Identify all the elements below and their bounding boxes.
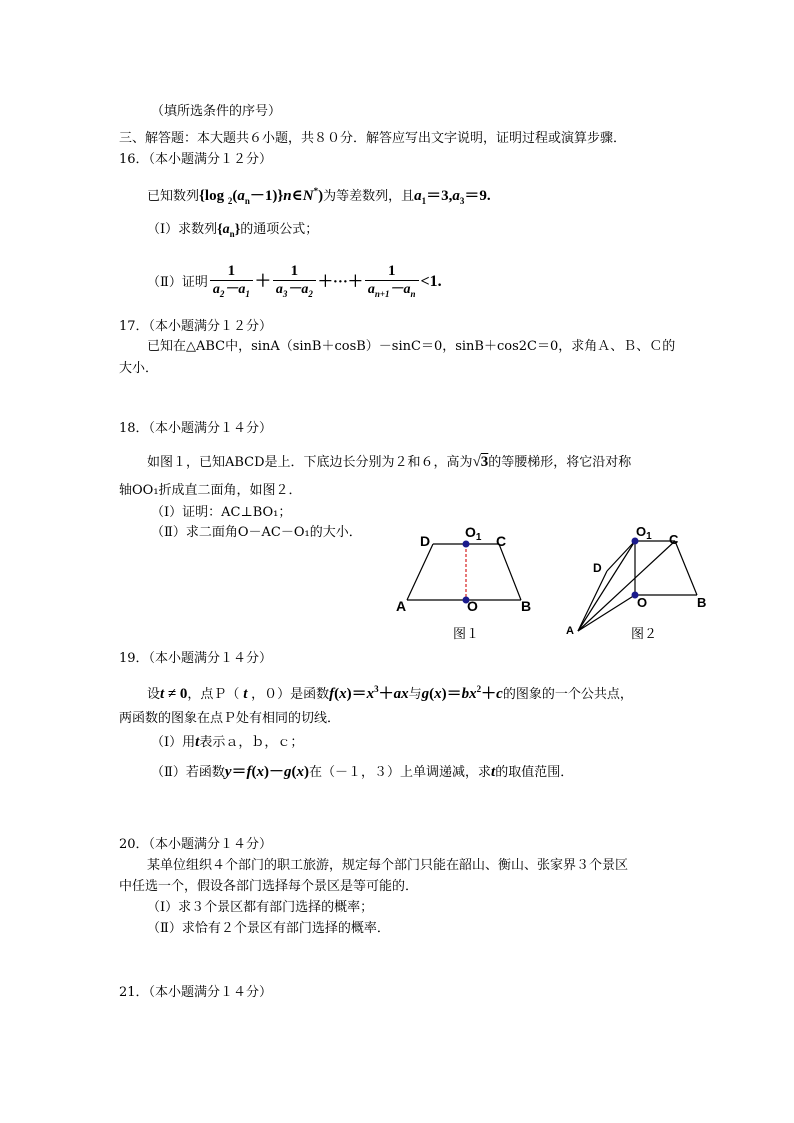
fig2-edge-cb: [675, 541, 697, 595]
q20-part2: （Ⅱ）求恰有２个景区有部门选择的概率．: [147, 921, 390, 936]
q19-part2-a: （Ⅱ）若函数: [151, 765, 225, 780]
g-expr: g: [421, 686, 430, 702]
fig1-label-a: A: [396, 598, 407, 614]
q16-seq-expr: {log $_2(a_n-1)\}n\in N^*$): [199, 186, 324, 206]
q16-condition-expr: $a_1=3,a_3=9$.: [414, 188, 491, 206]
q19-part1: （Ⅰ）用t表示ａ，ｂ，ｃ；: [151, 734, 304, 750]
fraction-term-n: $\frac{1}{a_{n+1}-a_n}$: [365, 262, 419, 303]
q19-line2: 两函数的图象在点Ｐ处有相同的切线．: [119, 711, 341, 726]
q18-line2: 轴OO₁折成直二面角，如图２．: [119, 483, 302, 498]
q16-statement: [147, 180, 491, 212]
q19-line1: 设t ≠ 0，点Ｐ（ t ，０）是函数$f(x)=x^3+ax$与$g(x)=bx^2+c$的图象的一个公共点，: [147, 684, 633, 702]
q20-part1: （Ⅰ）求３个景区都有部门选择的概率；: [147, 900, 374, 915]
q19-header: 19．（本小题满分１４分）: [119, 651, 273, 666]
figure-1-trapezoid: [393, 522, 543, 647]
q19-part2-b: 在（－１，３）上单调递减，求: [309, 765, 492, 780]
fraction-term-2: $\frac{1}{a_3-a_2}$: [273, 262, 316, 303]
q18-part1: （Ⅰ）证明：AC⊥BO₁；: [151, 505, 292, 520]
section-heading: 三、解答题：本大题共６小题，共８０分．解答应写出文字说明，证明过程或演算步骤．: [119, 131, 627, 146]
q19-part2-c: 的取值范围．: [495, 765, 574, 780]
y-expr: y＝f(x)－g(x): [224, 764, 310, 780]
fig1-label-b: B: [521, 598, 532, 614]
q19-line1-d: 与: [408, 687, 422, 702]
q18-line1: [147, 451, 631, 474]
q21-header: 21．（本小题满分１４分）: [119, 985, 273, 1000]
q18-header: 18．（本小题满分１４分）: [119, 421, 273, 436]
fig2-label-b: B: [697, 595, 707, 610]
q16-part1: [147, 221, 318, 243]
q16-part2-prefix: （Ⅱ）证明: [147, 274, 208, 290]
q20-line2: 中任选一个，假设各部门选择每个景区是等可能的．: [119, 879, 419, 894]
fig2-label-o1: $O_1$: [636, 524, 652, 542]
fig2-label-o: O: [637, 595, 648, 610]
q16-part2: （Ⅱ）证明 $\frac{1}{a_2-a_1}$ ＋ $\frac{1}{a_3-a_2}$ ＋···＋ $\frac{1}{a_{n+1}-a_n}$ <1.: [147, 262, 442, 303]
q16-header: 16．（本小题满分１２分）: [119, 152, 273, 167]
fig1-edge-cb: [499, 544, 521, 600]
q18-line1-b: 的等腰梯形，将它沿对称: [488, 455, 632, 470]
q16-stmt-prefix: 已知数列: [147, 189, 200, 204]
q19-line1-b: ，点Ｐ（: [187, 687, 240, 702]
fraction-term-1: $\frac{1}{a_2-a_1}$: [210, 262, 253, 303]
fig2-edge-do1: [607, 541, 635, 571]
sqrt3-expr: √3: [472, 454, 489, 470]
q17-header: 17．（本小题满分１２分）: [119, 319, 273, 334]
q18-part2: （Ⅱ）求二面角O－AC－O₁的大小．: [151, 525, 362, 540]
q19-line1-a: 设: [147, 687, 161, 702]
q19-part1-b: 表示ａ，ｂ，ｃ；: [199, 735, 304, 750]
fill-selection-note: （填所选条件的序号）: [151, 104, 282, 119]
fig1-label-d: D: [420, 533, 431, 549]
q16-seq-an: $\{a_n\}$: [217, 222, 241, 239]
fig2-label-c: C: [669, 532, 679, 547]
q16-stmt-mid: 为等差数列，且: [323, 189, 415, 204]
q20-header: 20．（本小题满分１４分）: [119, 837, 273, 852]
fig1-edge-da: [407, 544, 433, 600]
fig2-label-d: D: [593, 561, 602, 575]
q17-line2: 大小．: [119, 361, 159, 376]
f-expr: f: [329, 686, 335, 702]
q17-line1: 已知在△ABC中，sinA（sinB＋cosB）－sinC＝0，sinB＋cos2C＝0，求角Ａ、Ｂ、Ｃ的: [147, 339, 676, 354]
q16-part1-prefix: （Ⅰ）求数列: [147, 222, 218, 237]
figure-2-folded: [562, 522, 722, 647]
fig1-label-c: C: [496, 533, 507, 549]
q19-part1-a: （Ⅰ）用: [151, 735, 196, 750]
fig1-caption: 图１: [453, 627, 480, 642]
q19-line1-e: 的图象的一个公共点，: [502, 687, 633, 702]
fig2-label-a: A: [566, 625, 574, 637]
fig2-caption: 图２: [631, 627, 658, 642]
q16-part1-suffix: 的通项公式；: [240, 222, 319, 237]
q18-line1-a: 如图１，已知ABCD是上．下底边长分别为２和６，高为: [147, 455, 473, 470]
fig1-label-o1: $O_1$: [465, 524, 482, 543]
fig1-point-o1: [463, 541, 470, 548]
t-nonzero-expr: t: [160, 686, 165, 702]
q19-line1-c: ，０）是函数: [251, 687, 330, 702]
q20-line1: 某单位组织４个部门的职工旅游，规定每个部门只能在韶山、衡山、张家界３个景区: [147, 858, 629, 873]
q19-part2: （Ⅱ）若函数y＝f(x)－g(x)在（－１，３）上单调递减，求t的取值范围．: [151, 764, 574, 780]
fig1-label-o: O: [467, 598, 478, 614]
